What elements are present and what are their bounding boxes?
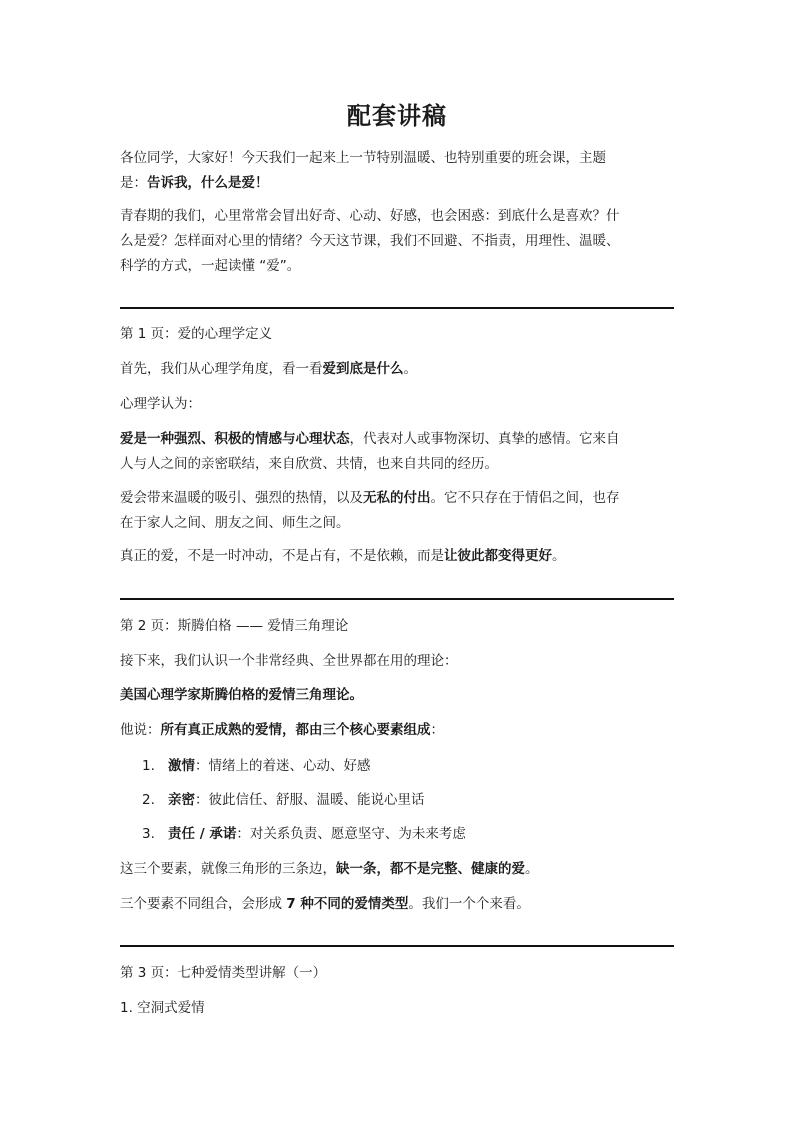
text-span: 首先，我们从心理学角度，看一看 [120, 361, 323, 377]
text-span: 这三个要素，就像三角形的三条边， [120, 861, 336, 877]
section-divider [120, 598, 674, 600]
text-line: 科学的方式，一起读懂 “爱”。 [120, 258, 301, 274]
list-term: 亲密 [168, 792, 195, 808]
text-span: 。 [552, 548, 566, 564]
text-line [120, 427, 674, 452]
section-heading-2: 第 2 页：斯腾伯格 —— 爱情三角理论 [120, 618, 349, 634]
text-line: 1. 空洞式爱情 [120, 1000, 205, 1016]
text-span: 。它不只存在于情侣之间，也存 [430, 490, 620, 506]
s1-paragraph-b [120, 392, 674, 417]
intro-paragraph-1 [120, 146, 674, 196]
text-line: 接下来，我们认识一个非常经典、全世界都在用的理论： [120, 653, 458, 669]
text-line [120, 857, 674, 882]
topic-emphasis: 告诉我，什么是爱！ [147, 175, 269, 191]
list-item [142, 823, 466, 845]
text-span: 。我们一个个来看。 [408, 896, 530, 912]
s1-paragraph-a [120, 357, 674, 382]
text-span: 。 [525, 861, 539, 877]
intro-paragraph-2 [120, 204, 674, 279]
text-line [120, 892, 674, 917]
list-number: 2. [142, 792, 155, 808]
list-item [142, 755, 371, 777]
s3-item-1 [120, 996, 674, 1021]
s2-paragraph-e [120, 892, 674, 917]
section-divider [120, 945, 674, 947]
emphasis: 爱是一种强烈、积极的情感与心理状态 [120, 431, 350, 447]
text-span: ，代表对人或事物深切、真挚的感情。它来自 [349, 431, 620, 447]
section-heading-3: 第 3 页：七种爱情类型讲解（一） [120, 965, 327, 981]
text-line: 人与人之间的亲密联结，来自欣赏、共情，也来自共同的经历。 [120, 456, 498, 472]
theory-emphasis: 美国心理学家斯腾伯格的爱情三角理论。 [120, 687, 363, 703]
text-span: 爱会带来温暖的吸引、强烈的热情，以及 [120, 490, 363, 506]
text-line [120, 357, 674, 382]
list-desc: ：对关系负责、愿意坚守、为未来考虑 [236, 826, 466, 842]
text-span: 真正的爱，不是一时冲动，不是占有，不是依赖，而是 [120, 548, 444, 564]
text-line [120, 171, 674, 196]
s2-paragraph-b [120, 683, 674, 708]
emphasis: 无私的付出 [363, 490, 431, 506]
page-title: 配套讲稿 [347, 102, 447, 130]
emphasis: 爱到底是什么 [322, 361, 404, 377]
text-line: 青春期的我们，心里常常会冒出好奇、心动、好感，也会困惑：到底什么是喜欢？什 [120, 208, 620, 224]
text-line [120, 486, 674, 511]
text-line: 么是爱？怎样面对心里的情绪？今天这节课，我们不回避、不指责，用理性、温暖、 [120, 233, 620, 249]
text-line: 各位同学，大家好！今天我们一起来上一节特别温暖、也特别重要的班会课，主题 [120, 150, 606, 166]
text-line: 心理学认为： [120, 396, 201, 412]
text-line: 在于家人之间、朋友之间、师生之间。 [120, 515, 350, 531]
list-desc: ：彼此信任、舒服、温暖、能说心里话 [195, 792, 425, 808]
s1-paragraph-d [120, 486, 674, 536]
emphasis: 所有真正成熟的爱情，都由三个核心要素组成 [160, 722, 431, 738]
list-number: 1. [142, 758, 155, 774]
s2-paragraph-d [120, 857, 674, 882]
text-line [120, 544, 674, 569]
emphasis: 7 种不同的爱情类型 [286, 896, 409, 912]
list-term: 激情 [168, 758, 195, 774]
section-heading-1: 第 1 页：爱的心理学定义 [120, 326, 273, 342]
text-line [120, 718, 674, 743]
list-term: 责任 / 承诺 [168, 826, 237, 842]
list-item [142, 789, 425, 811]
text-span: 是： [120, 175, 147, 191]
s2-paragraph-c [120, 718, 674, 743]
text-span: ： [430, 722, 444, 738]
emphasis: 缺一条，都不是完整、健康的爱 [336, 861, 525, 877]
section-divider [120, 307, 674, 309]
list-desc: ：情绪上的着迷、心动、好感 [195, 758, 371, 774]
s1-paragraph-c [120, 427, 674, 477]
s1-paragraph-e [120, 544, 674, 569]
emphasis: 让彼此都变得更好 [444, 548, 552, 564]
text-span: 。 [403, 361, 417, 377]
text-span: 他说： [120, 722, 161, 738]
s2-paragraph-a [120, 649, 674, 674]
text-span: 三个要素不同组合，会形成 [120, 896, 287, 912]
list-number: 3. [142, 826, 155, 842]
